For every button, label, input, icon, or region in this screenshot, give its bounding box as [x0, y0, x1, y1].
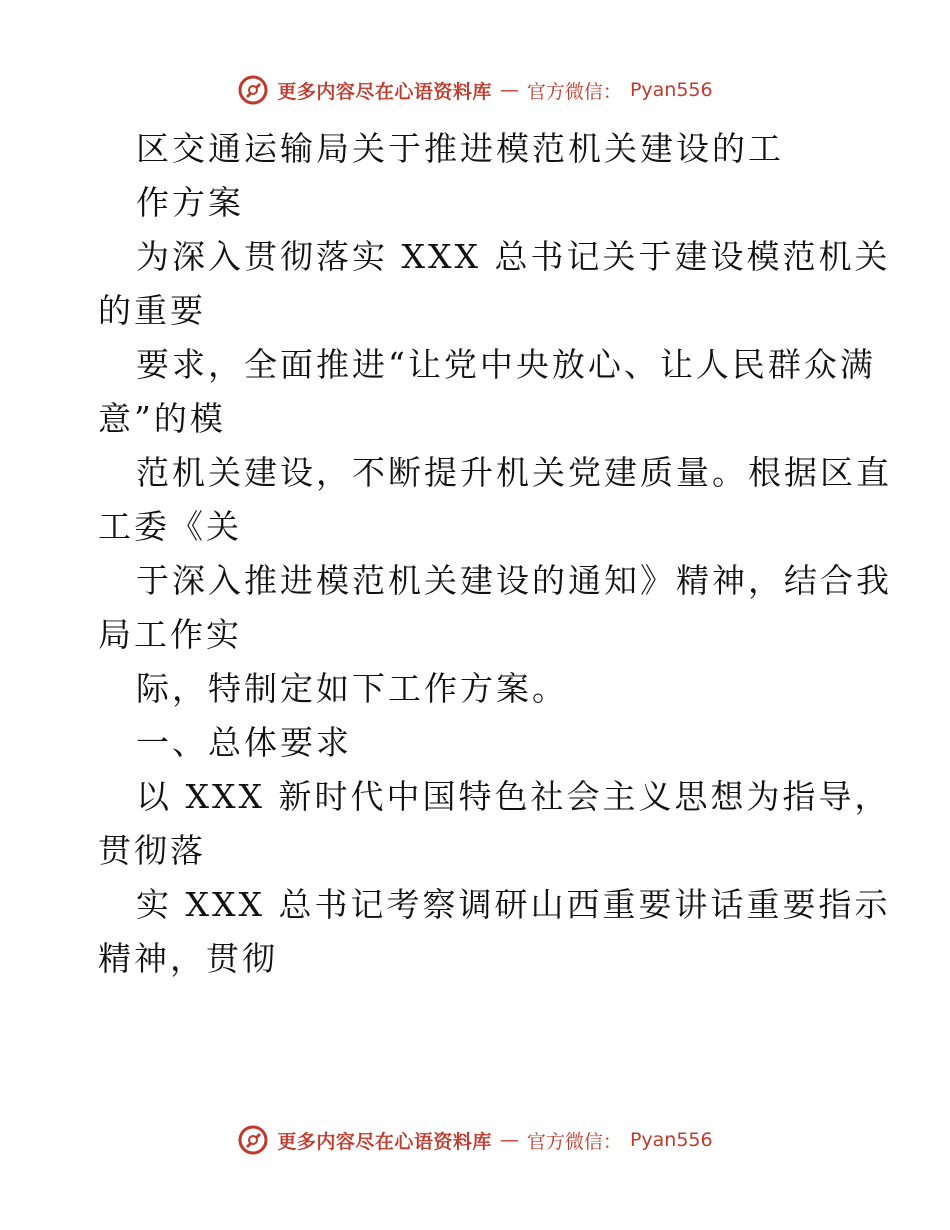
banner-wechat-label: 官方微信：: [526, 1130, 622, 1153]
document-title-line-2: 作方案: [136, 183, 244, 222]
paragraph-line: 实 XXX 总书记考察调研山西重要讲话重要指示: [136, 885, 891, 924]
paragraph-line: 局工作实: [98, 615, 242, 654]
paragraph-line: 以 XXX 新时代中国特色社会主义思想为指导，: [136, 777, 891, 816]
document-body: [98, 122, 892, 986]
paragraph-line: 精神，贯彻: [98, 939, 278, 978]
banner-separator: —: [499, 1129, 519, 1151]
banner-wechat-id: Pyan556: [629, 79, 713, 101]
paragraph-line: 贯彻落: [98, 831, 206, 870]
banner-brand-text: 更多内容尽在心语资料库: [277, 80, 492, 103]
paragraph-line: 为深入贯彻落实 XXX 总书记关于建设模范机关: [136, 237, 891, 276]
paragraph-line: 际，特制定如下工作方案。: [136, 669, 568, 708]
pen-swirl-logo-icon: [237, 74, 269, 106]
banner-brand-text: 更多内容尽在心语资料库: [277, 1130, 492, 1153]
paragraph-line: 范机关建设，不断提升机关党建质量。根据区直: [136, 453, 892, 492]
banner-wechat-id: Pyan556: [629, 1129, 713, 1151]
section-heading: 一、总体要求: [136, 723, 352, 762]
paragraph-line: 于深入推进模范机关建设的通知》精神，结合我: [136, 561, 892, 600]
footer-banner: [0, 1120, 950, 1160]
document-title-line-1: 区交通运输局关于推进模范机关建设的工: [136, 129, 784, 168]
pen-swirl-logo-icon: [237, 1124, 269, 1156]
paragraph-line: 工委《关: [98, 507, 242, 546]
paragraph-line: 的重要: [98, 291, 206, 330]
header-banner: [0, 70, 950, 110]
paragraph-line: 意”的模: [98, 399, 226, 438]
paragraph-line: 要求，全面推进“让党中央放心、让人民群众满: [136, 345, 876, 384]
banner-wechat-label: 官方微信：: [526, 80, 622, 103]
banner-separator: —: [499, 79, 519, 101]
